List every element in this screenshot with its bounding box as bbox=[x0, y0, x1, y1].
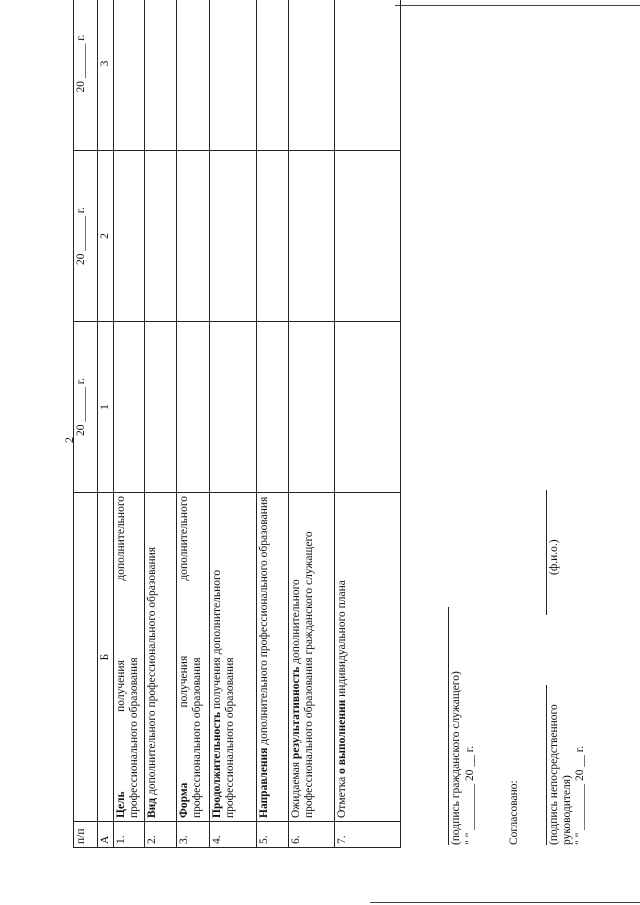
table-row bbox=[114, 0, 145, 848]
manager-signature-label-1: (подпись непосредственного bbox=[548, 704, 560, 845]
scan-edge-line bbox=[370, 902, 640, 903]
table-row bbox=[177, 0, 210, 848]
table-row bbox=[289, 0, 335, 848]
row-label: Форма получения дополнительного профессионального образования bbox=[177, 493, 210, 822]
signature-line-fio bbox=[546, 490, 547, 615]
row-num: 1. bbox=[114, 822, 145, 848]
employee-signature-label: (подпись гражданского служащего) bbox=[450, 671, 462, 845]
rotated-content bbox=[0, 25, 586, 865]
row-label: Отметка о выполнении индивидуального плана bbox=[335, 493, 401, 822]
header-name bbox=[74, 493, 98, 822]
subheader-cell: А bbox=[98, 822, 114, 848]
table-row bbox=[335, 0, 401, 848]
table-row bbox=[210, 0, 257, 848]
scan-edge-line bbox=[395, 5, 640, 6]
signature-line-manager bbox=[546, 685, 547, 845]
row-label: Направления дополнительного профессионального образования bbox=[257, 493, 289, 822]
manager-date-line: " " ________ 20 __ г. bbox=[574, 745, 586, 845]
row-num: 5. bbox=[257, 822, 289, 848]
row-label: Продолжительность получения дополнительного профессионального образования bbox=[210, 493, 257, 822]
header-num: п/п bbox=[74, 822, 98, 848]
header-year-1: 20 ______ г. bbox=[74, 322, 98, 493]
row-label: Ожидаемая результативность дополнительного профессионального образования гражданского служащего bbox=[289, 493, 335, 822]
row-num: 4. bbox=[210, 822, 257, 848]
row-label: Цель получения дополнительного профессионального образования bbox=[114, 493, 145, 822]
signature-line-employee bbox=[448, 607, 449, 845]
header-year-2: 20 ______ г. bbox=[74, 151, 98, 322]
row-num: 3. bbox=[177, 822, 210, 848]
table-header-row bbox=[74, 0, 98, 848]
subheader-cell: 2 bbox=[98, 151, 114, 322]
manager-signature-label-2: руководителя) bbox=[561, 775, 573, 845]
table-subheader-row bbox=[98, 0, 114, 848]
table-row bbox=[257, 0, 289, 848]
header-year-3: 20 ______ г. bbox=[74, 0, 98, 151]
subheader-cell: 1 bbox=[98, 322, 114, 493]
subheader-cell: 3 bbox=[98, 0, 114, 151]
subheader-cell: Б bbox=[98, 493, 114, 822]
row-num: 6. bbox=[289, 822, 335, 848]
employee-date-line: " " ________ 20 __ г. bbox=[464, 745, 476, 845]
agreed-label: Согласовано: bbox=[508, 780, 520, 845]
page-number: 2 bbox=[62, 437, 76, 443]
row-num: 7. bbox=[335, 822, 401, 848]
row-num: 2. bbox=[145, 822, 177, 848]
row-label: Вид дополнительного профессионального образования bbox=[145, 493, 177, 822]
table-row bbox=[145, 0, 177, 848]
fio-label: (ф.и.о.) bbox=[548, 539, 560, 575]
individual-plan-table bbox=[73, 0, 401, 848]
